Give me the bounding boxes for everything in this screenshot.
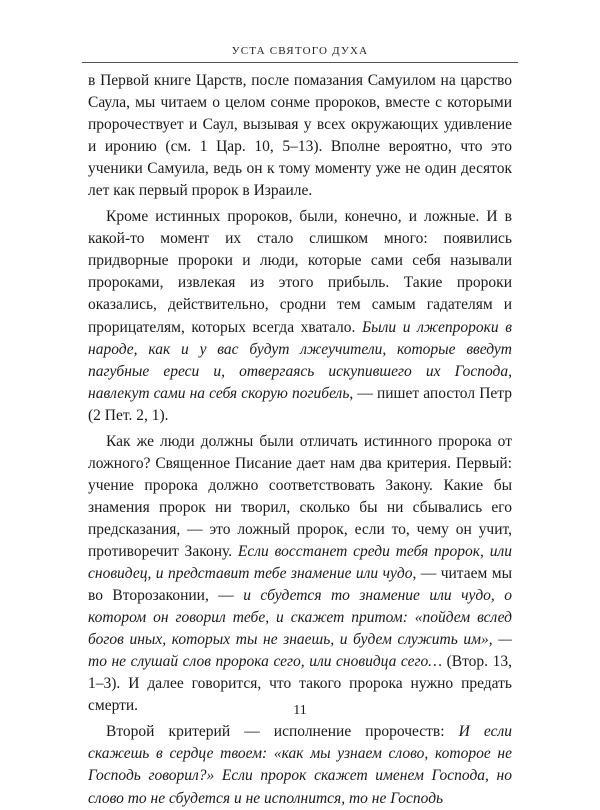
- paragraph-3: [88, 431, 512, 718]
- text-run: Кроме истинных пророков, были, конечно, и ложные. И в какой-то момент их стало слишком много: появились придворные пророки и люди, которые сами себя называли пророками, извлекая из этого прибыль. Такие пророки оказались, действительно, сродни тем самым гадателям и прорицателям, которых всегда хватало.: [88, 208, 512, 336]
- text-run: , — читаем мы во Второзаконии, —: [88, 565, 512, 605]
- running-head: УСТА СВЯТОГО ДУХА: [231, 45, 369, 57]
- italic-quote: Если восстанет среди тебя пророк, или сновидец, и представит тебе знамение или чудо: [88, 542, 512, 583]
- text-run: в Первой книге Царств, после помазания Самуилом на царство Саула, мы читаем о целом сонме пророков, вместе с которыми пророчествует и Саул, вызывая у всех окружающих удивление и иронию (см. 1 Цар. 10, 5–13). Вполне вероятно, что это ученики Самуила, ведь он к тому моменту уже не один десяток лет как первый пророк в Израиле.: [88, 72, 512, 200]
- italic-quote: И если скажешь в сердце твоем: «как мы узнаем слово, которое не Господь говорил?» Если пророк скажет именем Господа, но слово то не сбудется и не исполнится, то не Господь: [88, 723, 512, 807]
- paragraph-4: [88, 721, 512, 809]
- paragraph-1: [88, 70, 512, 202]
- text-run: , — пишет апостол Петр (2 Пет. 2, 1).: [88, 384, 512, 424]
- body-text: [88, 70, 512, 810]
- paragraph-2: [88, 206, 512, 426]
- text-run: (Втор. 13, 1–3). И далее говорится, что такого пророка нужно предать смерти.: [88, 653, 512, 715]
- italic-quote: Были и лжепророки в народе, как и у вас будут лжеучители, которые введут пагубные ереси и, отвергаясь искупившего их Господа, навлекут сами на себя скорую погибель: [88, 318, 513, 402]
- italic-quote: и сбудется то знамение или чудо, о котором он говорил тебе, и скажет притом: «пойдем вслед богов иных, которых ты не знаешь, и будем служить им», — то не слушай слов пророка сего, или сновидца сего…: [88, 587, 512, 671]
- page-number: 11: [293, 703, 307, 718]
- text-run: Второй критерий — исполнение пророчеств:: [106, 723, 459, 741]
- header-rule: [82, 62, 518, 63]
- text-run: Как же люди должны были отличать истинного пророка от ложного? Священное Писание дает нам два критерия. Первый: учение пророка должно соответствовать Закону. Какие бы знамения пророк ни творил, сколько бы ни сбывались его предсказания, — это ложный пророк, если то, чему он учит, противоречит Закону.: [88, 432, 512, 560]
